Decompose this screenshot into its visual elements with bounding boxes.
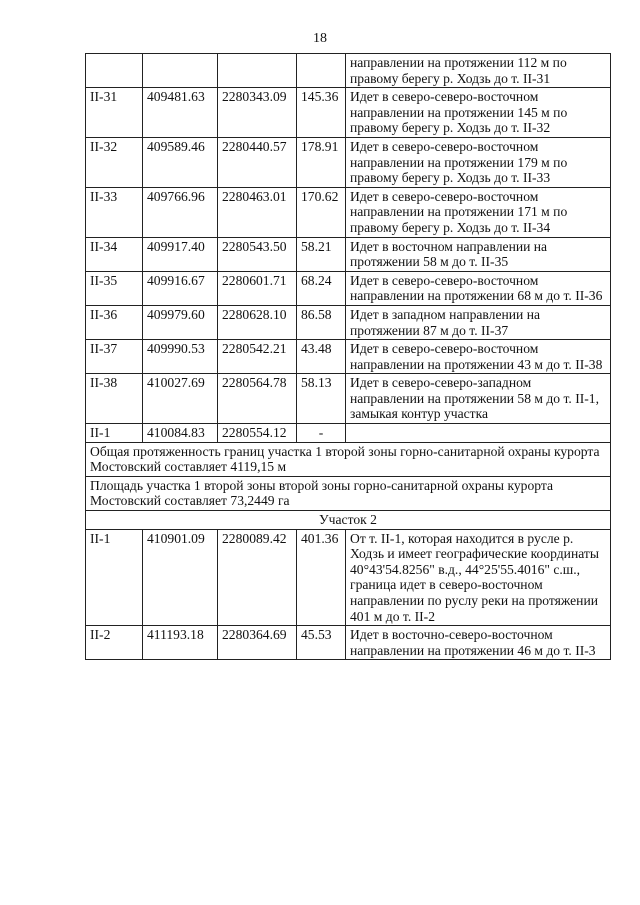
total-length-text: Общая протяженность границ участка 1 второй зоны горно-санитарной охраны курорта Мостовский составляет 4119,15 м [86, 442, 611, 476]
length-cell: 86.58 [297, 305, 346, 339]
description-cell: От т. II-1, которая находится в русле р. Ходзь и имеет географические координаты 40°43'54.8256" в.д., 44°25'55.4016" с.ш., граница идет в северо-восточном направлении по руслу реки на протяжении 401 м до т. II-2 [346, 529, 611, 626]
point-id-cell: II-36 [86, 305, 143, 339]
description-cell: Идет в северо-северо-западном направлении на протяжении 58 м до т. II-1, замыкая контур участка [346, 374, 611, 424]
table-row [86, 529, 611, 626]
description-cell: Идет в северо-северо-восточном направлении на протяжении 68 м до т. II-36 [346, 271, 611, 305]
length-cell: 401.36 [297, 529, 346, 626]
length-cell: 45.53 [297, 626, 346, 660]
description-cell: Идет в северо-северо-восточном направлении на протяжении 43 м до т. II-38 [346, 340, 611, 374]
table-body-summary [86, 442, 611, 529]
y-coordinate-cell: 2280542.21 [218, 340, 297, 374]
x-coordinate-cell: 409979.60 [143, 305, 218, 339]
point-id-cell [86, 54, 143, 88]
point-id-cell: II-34 [86, 237, 143, 271]
table-row [86, 424, 611, 443]
y-coordinate-cell: 2280463.01 [218, 187, 297, 237]
x-coordinate-cell: 409917.40 [143, 237, 218, 271]
x-coordinate-cell: 411193.18 [143, 626, 218, 660]
y-coordinate-cell: 2280543.50 [218, 237, 297, 271]
x-coordinate-cell: 410027.69 [143, 374, 218, 424]
x-coordinate-cell: 410084.83 [143, 424, 218, 443]
boundary-table [85, 53, 611, 660]
x-coordinate-cell [143, 54, 218, 88]
y-coordinate-cell: 2280554.12 [218, 424, 297, 443]
table-row [86, 340, 611, 374]
y-coordinate-cell: 2280343.09 [218, 88, 297, 138]
length-cell: 58.21 [297, 237, 346, 271]
point-id-cell: II-33 [86, 187, 143, 237]
length-cell: - [297, 424, 346, 443]
description-cell: направлении на протяжении 112 м по правому берегу р. Ходзь до т. II-31 [346, 54, 611, 88]
section-row [86, 511, 611, 530]
point-id-cell: II-35 [86, 271, 143, 305]
table-body-bottom [86, 529, 611, 660]
description-cell: Идет в северо-северо-восточном направлении на протяжении 179 м по правому берегу р. Ходзь до т. II-33 [346, 137, 611, 187]
length-cell: 178.91 [297, 137, 346, 187]
description-cell: Идет в восточном направлении на протяжении 58 м до т. II-35 [346, 237, 611, 271]
table-row [86, 237, 611, 271]
y-coordinate-cell: 2280089.42 [218, 529, 297, 626]
page-number: 18 [313, 31, 327, 46]
y-coordinate-cell: 2280601.71 [218, 271, 297, 305]
table-row [86, 137, 611, 187]
y-coordinate-cell: 2280440.57 [218, 137, 297, 187]
description-cell: Идет в западном направлении на протяжении 87 м до т. II-37 [346, 305, 611, 339]
table-row [86, 271, 611, 305]
total-length-row [86, 442, 611, 476]
table-row [86, 54, 611, 88]
point-id-cell: II-1 [86, 529, 143, 626]
area-row [86, 476, 611, 510]
point-id-cell: II-2 [86, 626, 143, 660]
point-id-cell: II-38 [86, 374, 143, 424]
description-cell: Идет в северо-северо-восточном направлении на протяжении 145 м по правому берегу р. Ходзь до т. II-32 [346, 88, 611, 138]
table-row [86, 626, 611, 660]
length-cell: 43.48 [297, 340, 346, 374]
section-title: Участок 2 [86, 511, 611, 530]
description-cell: Идет в северо-северо-восточном направлении на протяжении 171 м по правому берегу р. Ходзь до т. II-34 [346, 187, 611, 237]
x-coordinate-cell: 409766.96 [143, 187, 218, 237]
point-id-cell: II-37 [86, 340, 143, 374]
x-coordinate-cell: 409916.67 [143, 271, 218, 305]
y-coordinate-cell: 2280564.78 [218, 374, 297, 424]
point-id-cell: II-31 [86, 88, 143, 138]
point-id-cell: II-1 [86, 424, 143, 443]
length-cell: 170.62 [297, 187, 346, 237]
table-row [86, 374, 611, 424]
y-coordinate-cell: 2280628.10 [218, 305, 297, 339]
y-coordinate-cell: 2280364.69 [218, 626, 297, 660]
table-row [86, 88, 611, 138]
area-text: Площадь участка 1 второй зоны второй зоны горно-санитарной охраны курорта Мостовский составляет 73,2449 га [86, 476, 611, 510]
point-id-cell: II-32 [86, 137, 143, 187]
x-coordinate-cell: 410901.09 [143, 529, 218, 626]
length-cell: 145.36 [297, 88, 346, 138]
x-coordinate-cell: 409589.46 [143, 137, 218, 187]
x-coordinate-cell: 409990.53 [143, 340, 218, 374]
length-cell: 68.24 [297, 271, 346, 305]
x-coordinate-cell: 409481.63 [143, 88, 218, 138]
table-row [86, 187, 611, 237]
description-cell [346, 424, 611, 443]
table-row [86, 305, 611, 339]
table-body-top [86, 54, 611, 443]
y-coordinate-cell [218, 54, 297, 88]
description-cell: Идет в восточно-северо-восточном направлении на протяжении 46 м до т. II-3 [346, 626, 611, 660]
length-cell [297, 54, 346, 88]
length-cell: 58.13 [297, 374, 346, 424]
